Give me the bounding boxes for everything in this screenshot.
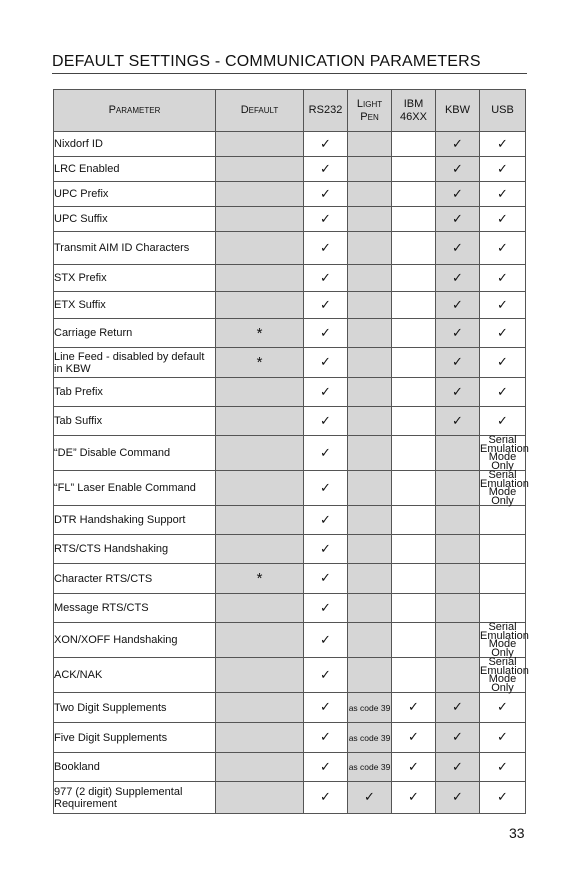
light-pen-cell — [348, 182, 392, 207]
default-cell — [216, 207, 304, 232]
title-rule — [52, 73, 527, 74]
parameter-cell — [54, 623, 216, 658]
table-row — [54, 378, 526, 407]
ibm-46xx-cell — [392, 623, 436, 658]
light-pen-cell — [348, 471, 392, 506]
kbw-cell — [436, 693, 480, 723]
light-pen-cell — [348, 623, 392, 658]
checkmark-icon: ✓ — [320, 600, 331, 616]
kbw-cell — [436, 348, 480, 378]
checkmark-icon: ✓ — [320, 512, 331, 528]
checkmark-icon: ✓ — [452, 759, 463, 775]
checkmark-icon: ✓ — [408, 730, 419, 745]
usb-cell — [480, 469, 529, 507]
checkmark-icon: ✓ — [408, 700, 419, 715]
checkmark-icon: ✓ — [320, 413, 331, 429]
default-cell — [216, 132, 304, 157]
usb-cell — [480, 434, 529, 472]
parameter-cell — [54, 723, 216, 753]
default-marker: * — [256, 324, 263, 342]
checkmark-icon: ✓ — [497, 413, 508, 429]
checkmark-icon: ✓ — [497, 325, 508, 341]
rs232-cell — [304, 782, 348, 814]
default-cell — [216, 693, 304, 723]
usb-cell — [480, 292, 526, 319]
table-row — [54, 564, 526, 594]
checkmark-icon: ✓ — [320, 136, 331, 152]
ibm-46xx-cell — [392, 723, 436, 753]
checkmark-icon: ✓ — [364, 790, 375, 805]
checkmark-icon: ✓ — [452, 355, 463, 370]
usb-cell — [480, 535, 526, 564]
parameter-cell — [54, 348, 216, 378]
checkmark-icon: ✓ — [497, 161, 508, 177]
usb-cell — [480, 348, 526, 378]
checkmark-icon: ✓ — [452, 186, 463, 202]
checkmark-icon: ✓ — [320, 541, 331, 557]
checkmark-icon: ✓ — [320, 730, 331, 745]
light-pen-cell — [348, 132, 392, 157]
table-row — [54, 407, 526, 436]
usb-cell — [480, 232, 526, 265]
light-pen-cell — [348, 564, 392, 594]
parameter-name: UPC Suffix — [54, 213, 108, 225]
checkmark-icon: ✓ — [320, 700, 331, 715]
rs232-cell — [304, 535, 348, 564]
default-cell — [216, 348, 304, 378]
rs232-cell — [304, 436, 348, 471]
header-default: Default — [216, 90, 304, 132]
checkmark-icon: ✓ — [497, 700, 508, 715]
parameter-name: XON/XOFF Handshaking — [54, 634, 178, 646]
kbw-cell — [436, 232, 480, 265]
ibm-46xx-cell — [392, 658, 436, 693]
page-number: 33 — [509, 825, 525, 841]
parameter-name: Two Digit Supplements — [54, 701, 167, 714]
parameter-name: 977 (2 digit) Supplemental Requirement — [54, 785, 183, 810]
rs232-cell — [304, 132, 348, 157]
kbw-cell — [436, 623, 480, 658]
checkmark-icon: ✓ — [452, 700, 463, 715]
kbw-cell — [436, 292, 480, 319]
usb-note: Serial Emulation Mode Only — [480, 434, 529, 472]
rs232-cell — [304, 232, 348, 265]
parameter-name: DTR Handshaking Support — [54, 514, 186, 526]
checkmark-icon: ✓ — [497, 355, 508, 370]
kbw-cell — [436, 658, 480, 693]
parameter-cell — [54, 407, 216, 436]
table-row — [54, 182, 526, 207]
rs232-cell — [304, 378, 348, 407]
header-kbw: KBW — [436, 90, 480, 132]
kbw-cell — [436, 319, 480, 348]
checkmark-icon: ✓ — [452, 240, 463, 256]
ibm-46xx-cell — [392, 436, 436, 471]
parameter-cell — [54, 378, 216, 407]
checkmark-icon: ✓ — [452, 325, 463, 341]
checkmark-icon: ✓ — [452, 161, 463, 177]
table-row — [54, 753, 526, 782]
parameter-name: Message RTS/CTS — [54, 602, 149, 614]
kbw-cell — [436, 157, 480, 182]
rs232-cell — [304, 594, 348, 623]
light-pen-note: as code 39 — [348, 762, 391, 772]
kbw-cell — [436, 782, 480, 814]
usb-cell — [480, 132, 526, 157]
parameter-cell — [54, 693, 216, 723]
table-row — [54, 506, 526, 535]
rs232-cell — [304, 564, 348, 594]
light-pen-cell — [348, 436, 392, 471]
usb-note: Serial Emulation Mode Only — [480, 469, 529, 507]
checkmark-icon: ✓ — [320, 384, 331, 400]
rs232-cell — [304, 407, 348, 436]
light-pen-cell — [348, 535, 392, 564]
ibm-46xx-cell — [392, 319, 436, 348]
parameter-name: Tab Prefix — [54, 386, 103, 398]
rs232-cell — [304, 348, 348, 378]
parameter-cell — [54, 564, 216, 594]
usb-cell — [480, 621, 529, 659]
usb-cell — [480, 594, 526, 623]
checkmark-icon: ✓ — [497, 790, 508, 805]
checkmark-icon: ✓ — [497, 136, 508, 152]
ibm-46xx-cell — [392, 157, 436, 182]
ibm-46xx-cell — [392, 265, 436, 292]
light-pen-cell — [348, 506, 392, 535]
default-cell — [216, 594, 304, 623]
table-row — [54, 436, 526, 471]
ibm-46xx-cell — [392, 594, 436, 623]
default-cell — [216, 157, 304, 182]
checkmark-icon: ✓ — [320, 186, 331, 202]
default-cell — [216, 319, 304, 348]
parameter-cell — [54, 132, 216, 157]
parameter-name: LRC Enabled — [54, 163, 120, 175]
default-cell — [216, 535, 304, 564]
ibm-46xx-cell — [392, 132, 436, 157]
usb-cell — [480, 723, 526, 753]
light-pen-cell — [348, 207, 392, 232]
light-pen-cell — [348, 594, 392, 623]
default-cell — [216, 753, 304, 782]
checkmark-icon: ✓ — [452, 211, 463, 227]
kbw-cell — [436, 407, 480, 436]
ibm-46xx-cell — [392, 378, 436, 407]
ibm-46xx-cell — [392, 753, 436, 782]
ibm-46xx-cell — [392, 564, 436, 594]
checkmark-icon: ✓ — [320, 211, 331, 227]
table-row — [54, 207, 526, 232]
table-row — [54, 723, 526, 753]
parameter-cell — [54, 319, 216, 348]
checkmark-icon: ✓ — [497, 297, 508, 313]
parameter-name: ETX Suffix — [54, 299, 106, 311]
table-row — [54, 348, 526, 378]
default-cell — [216, 265, 304, 292]
kbw-cell — [436, 132, 480, 157]
header-ibm-label: IBM 46XX — [400, 97, 427, 123]
parameter-name: UPC Prefix — [54, 188, 109, 200]
usb-cell — [480, 782, 526, 814]
checkmark-icon: ✓ — [320, 240, 331, 256]
checkmark-icon: ✓ — [497, 730, 508, 745]
table-row — [54, 658, 526, 693]
usb-note: Serial Emulation Mode Only — [480, 656, 529, 694]
checkmark-icon: ✓ — [452, 413, 463, 429]
light-pen-cell — [348, 782, 392, 814]
rs232-cell — [304, 319, 348, 348]
table-row — [54, 232, 526, 265]
checkmark-icon: ✓ — [497, 211, 508, 227]
checkmark-icon: ✓ — [320, 297, 331, 313]
default-cell — [216, 782, 304, 814]
table-row — [54, 292, 526, 319]
light-pen-cell — [348, 753, 392, 782]
default-cell — [216, 407, 304, 436]
default-cell — [216, 232, 304, 265]
checkmark-icon: ✓ — [497, 384, 508, 400]
rs232-cell — [304, 182, 348, 207]
default-cell — [216, 658, 304, 693]
parameter-name: Character RTS/CTS — [54, 572, 153, 585]
checkmark-icon: ✓ — [452, 730, 463, 745]
checkmark-icon: ✓ — [408, 759, 419, 775]
parameter-cell — [54, 782, 216, 814]
checkmark-icon: ✓ — [320, 667, 331, 683]
rs232-cell — [304, 157, 348, 182]
table-row — [54, 265, 526, 292]
light-pen-cell — [348, 319, 392, 348]
rs232-cell — [304, 471, 348, 506]
light-pen-cell — [348, 723, 392, 753]
parameter-cell — [54, 436, 216, 471]
kbw-cell — [436, 436, 480, 471]
ibm-46xx-cell — [392, 207, 436, 232]
ibm-46xx-cell — [392, 535, 436, 564]
usb-cell — [480, 693, 526, 723]
kbw-cell — [436, 594, 480, 623]
header-parameter: Parameter — [54, 90, 216, 132]
checkmark-icon: ✓ — [320, 161, 331, 177]
rs232-cell — [304, 753, 348, 782]
parameter-cell — [54, 157, 216, 182]
ibm-46xx-cell — [392, 506, 436, 535]
header-ibm-46xx — [392, 90, 436, 132]
usb-cell — [480, 506, 526, 535]
rs232-cell — [304, 292, 348, 319]
parameter-cell — [54, 232, 216, 265]
rs232-cell — [304, 265, 348, 292]
checkmark-icon: ✓ — [320, 325, 331, 341]
default-cell — [216, 182, 304, 207]
kbw-cell — [436, 535, 480, 564]
page-title: DEFAULT SETTINGS - COMMUNICATION PARAMETERS — [52, 53, 481, 70]
kbw-cell — [436, 378, 480, 407]
rs232-cell — [304, 506, 348, 535]
parameters-table — [53, 89, 529, 814]
kbw-cell — [436, 506, 480, 535]
parameter-name: Transmit AIM ID Characters — [54, 242, 190, 254]
usb-cell — [480, 319, 526, 348]
usb-cell — [480, 265, 526, 292]
light-pen-cell — [348, 378, 392, 407]
parameter-name: RTS/CTS Handshaking — [54, 543, 169, 555]
checkmark-icon: ✓ — [452, 384, 463, 400]
kbw-cell — [436, 471, 480, 506]
table-row — [54, 594, 526, 623]
rs232-cell — [304, 658, 348, 693]
header-row — [54, 90, 526, 132]
parameter-name: Tab Suffix — [54, 415, 103, 427]
table-row — [54, 782, 526, 814]
parameter-name: STX Prefix — [54, 272, 107, 284]
parameter-name: Bookland — [54, 761, 100, 773]
checkmark-icon: ✓ — [497, 759, 508, 775]
checkmark-icon: ✓ — [320, 759, 331, 775]
ibm-46xx-cell — [392, 782, 436, 814]
parameter-name: “FL” Laser Enable Command — [54, 482, 196, 494]
parameter-cell — [54, 658, 216, 693]
ibm-46xx-cell — [392, 471, 436, 506]
table-row — [54, 693, 526, 723]
header-light-pen — [348, 90, 392, 132]
rs232-cell — [304, 207, 348, 232]
checkmark-icon: ✓ — [320, 632, 331, 648]
usb-cell — [480, 564, 526, 594]
checkmark-icon: ✓ — [320, 355, 331, 370]
light-pen-note: as code 39 — [348, 732, 391, 743]
parameter-cell — [54, 292, 216, 319]
usb-cell — [480, 656, 529, 694]
kbw-cell — [436, 265, 480, 292]
usb-cell — [480, 753, 526, 782]
default-marker: * — [256, 570, 263, 587]
rs232-cell — [304, 623, 348, 658]
checkmark-icon: ✓ — [452, 790, 463, 805]
default-cell — [216, 292, 304, 319]
default-cell — [216, 471, 304, 506]
usb-cell — [480, 407, 526, 436]
header-usb: USB — [480, 90, 526, 132]
kbw-cell — [436, 207, 480, 232]
default-marker: * — [256, 354, 263, 371]
checkmark-icon: ✓ — [497, 270, 508, 286]
usb-cell — [480, 378, 526, 407]
parameter-name: Carriage Return — [54, 327, 133, 339]
default-cell — [216, 378, 304, 407]
header-light-pen-label: Light Pen — [356, 97, 383, 123]
parameter-name: Line Feed - disabled by default in KBW — [54, 350, 205, 375]
light-pen-note: as code 39 — [348, 702, 391, 713]
ibm-46xx-cell — [392, 232, 436, 265]
checkmark-icon: ✓ — [452, 270, 463, 286]
parameter-name: Nixdorf ID — [54, 138, 103, 150]
rs232-cell — [304, 693, 348, 723]
default-cell — [216, 506, 304, 535]
table-row — [54, 535, 526, 564]
checkmark-icon: ✓ — [408, 790, 419, 805]
parameter-name: “DE” Disable Command — [54, 447, 171, 459]
kbw-cell — [436, 182, 480, 207]
table-row — [54, 319, 526, 348]
light-pen-cell — [348, 348, 392, 378]
light-pen-cell — [348, 292, 392, 319]
ibm-46xx-cell — [392, 292, 436, 319]
usb-note: Serial Emulation Mode Only — [480, 621, 529, 659]
parameter-cell — [54, 594, 216, 623]
table-row — [54, 623, 526, 658]
checkmark-icon: ✓ — [452, 297, 463, 313]
light-pen-cell — [348, 693, 392, 723]
ibm-46xx-cell — [392, 407, 436, 436]
light-pen-cell — [348, 658, 392, 693]
parameter-cell — [54, 207, 216, 232]
kbw-cell — [436, 723, 480, 753]
parameter-name: ACK/NAK — [54, 669, 103, 681]
table-row — [54, 132, 526, 157]
light-pen-cell — [348, 407, 392, 436]
parameter-cell — [54, 753, 216, 782]
parameter-cell — [54, 535, 216, 564]
parameter-name: Five Digit Supplements — [54, 731, 168, 744]
parameter-cell — [54, 265, 216, 292]
checkmark-icon: ✓ — [320, 480, 331, 496]
header-rs232: RS232 — [304, 90, 348, 132]
table-row — [54, 157, 526, 182]
parameter-cell — [54, 506, 216, 535]
default-cell — [216, 723, 304, 753]
checkmark-icon: ✓ — [497, 186, 508, 202]
default-cell — [216, 564, 304, 594]
checkmark-icon: ✓ — [320, 790, 331, 805]
usb-cell — [480, 182, 526, 207]
usb-cell — [480, 207, 526, 232]
checkmark-icon: ✓ — [452, 136, 463, 152]
ibm-46xx-cell — [392, 348, 436, 378]
kbw-cell — [436, 564, 480, 594]
light-pen-cell — [348, 157, 392, 182]
table-row — [54, 471, 526, 506]
checkmark-icon: ✓ — [320, 445, 331, 461]
default-cell — [216, 623, 304, 658]
parameter-cell — [54, 471, 216, 506]
kbw-cell — [436, 753, 480, 782]
default-cell — [216, 436, 304, 471]
parameter-cell — [54, 182, 216, 207]
checkmark-icon: ✓ — [320, 270, 331, 286]
usb-cell — [480, 157, 526, 182]
checkmark-icon: ✓ — [497, 240, 508, 256]
light-pen-cell — [348, 265, 392, 292]
rs232-cell — [304, 723, 348, 753]
ibm-46xx-cell — [392, 182, 436, 207]
checkmark-icon: ✓ — [320, 571, 331, 586]
ibm-46xx-cell — [392, 693, 436, 723]
light-pen-cell — [348, 232, 392, 265]
